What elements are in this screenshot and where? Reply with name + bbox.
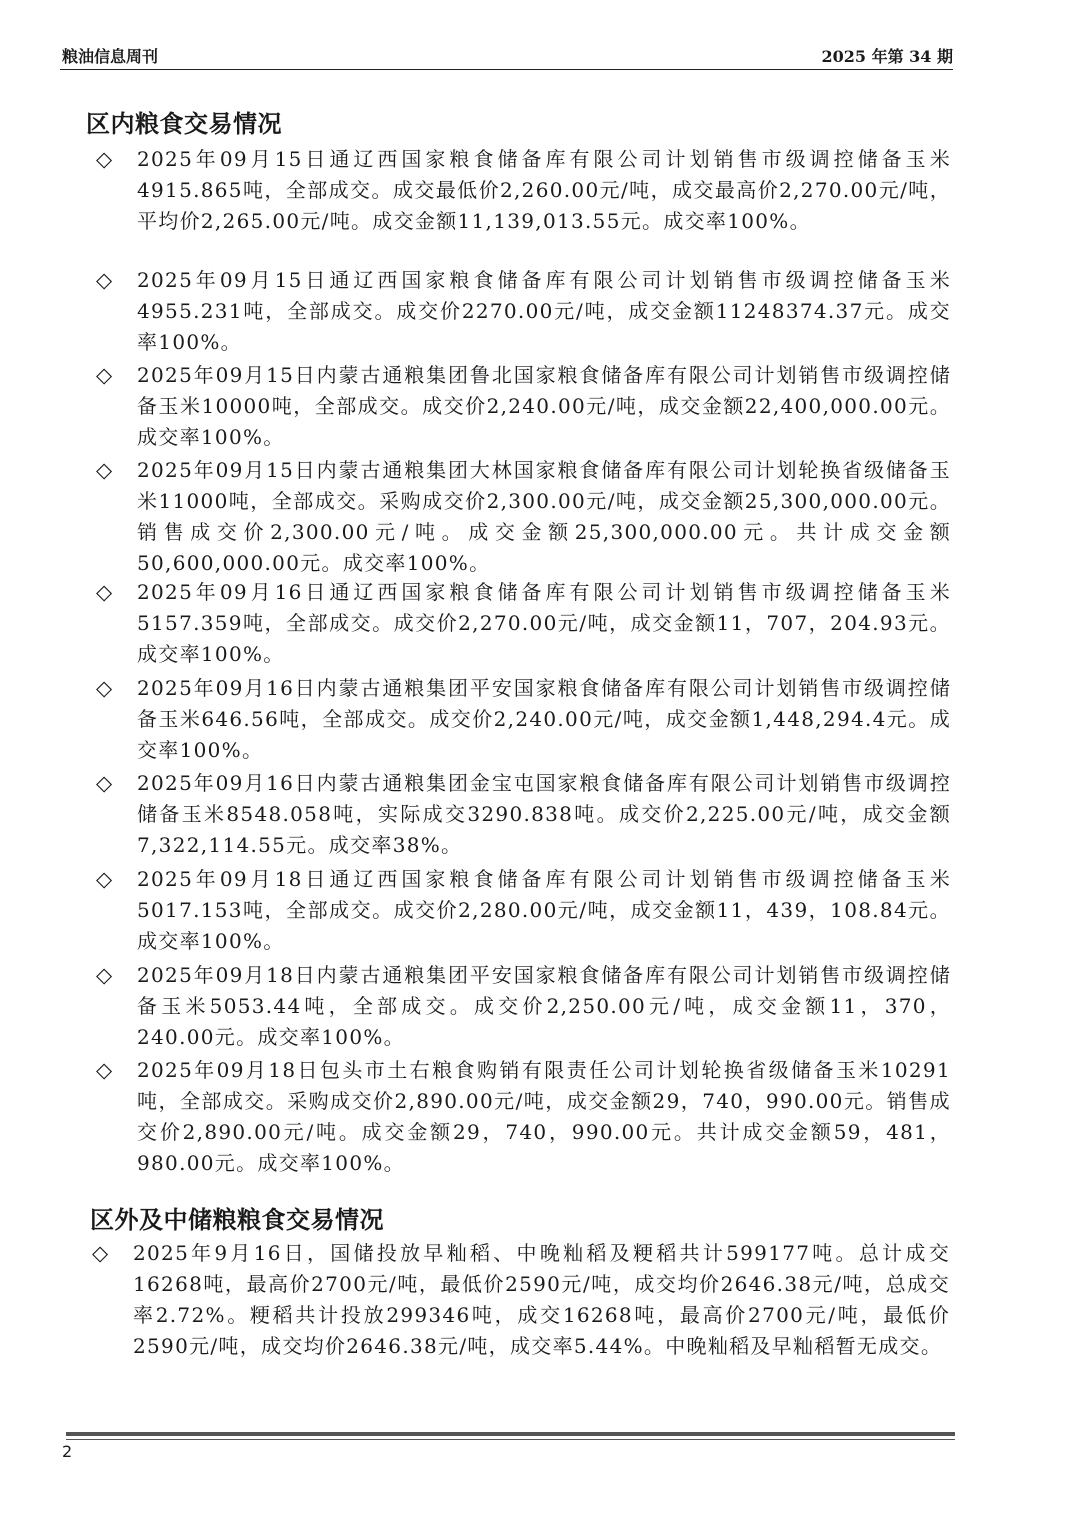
list-item: [96, 360, 951, 453]
diamond-bullet-icon: ◇: [96, 458, 113, 482]
list-item-text: 2025年09月15日通辽西国家粮食储备库有限公司计划销售市级调控储备玉米4955.231吨，全部成交。成交价2270.00元/吨，成交金额11248374.37元。成交率100%。: [137, 268, 951, 354]
list-item-text: 2025年09月18日包头市土右粮食购销有限责任公司计划轮换省级储备玉米10291吨，全部成交。采购成交价2,890.00元/吨，成交金额29，740，990.00元。销售成交价2,890.00元/吨。成交金额29，740，990.00元。共计成交金额59，481，980.00元。成交率100%。: [137, 1058, 951, 1175]
list-item: [92, 1238, 950, 1362]
list-item: [96, 455, 951, 579]
diamond-bullet-icon: ◇: [96, 580, 113, 604]
diamond-bullet-icon: ◇: [92, 1241, 109, 1265]
footer-divider-thin: [66, 1439, 955, 1440]
diamond-bullet-icon: ◇: [96, 268, 113, 292]
list-item: [96, 265, 951, 358]
section-title-external: 区外及中储粮粮食交易情况: [90, 1205, 384, 1234]
list-item-text: 2025年09月15日通辽西国家粮食储备库有限公司计划销售市级调控储备玉米4915.865吨，全部成交。成交最低价2,260.00元/吨，成交最高价2,270.00元/吨，平均价2,265.00元/吨。成交金额11,139,013.55元。成交率100%。: [137, 147, 951, 233]
diamond-bullet-icon: ◇: [96, 676, 113, 700]
list-item: [96, 144, 951, 237]
footer-divider-thick: [66, 1432, 955, 1436]
list-item-text: 2025年09月16日通辽西国家粮食储备库有限公司计划销售市级调控储备玉米5157.359吨，全部成交。成交价2,270.00元/吨，成交金额11，707，204.93元。成交率100%。: [137, 580, 951, 666]
list-item-text: 2025年09月18日通辽西国家粮食储备库有限公司计划销售市级调控储备玉米5017.153吨，全部成交。成交价2,280.00元/吨，成交金额11，439，108.84元。成交率100%。: [137, 867, 951, 953]
header-divider: [60, 69, 953, 70]
list-item-text: 2025年09月16日内蒙古通粮集团金宝屯国家粮食储备库有限公司计划销售市级调控储备玉米8548.058吨，实际成交3290.838吨。成交价2,225.00元/吨，成交金额7,322,114.55元。成交率38%。: [137, 771, 951, 857]
running-header: [60, 44, 953, 66]
publication-title: 粮油信息周刊: [62, 47, 159, 66]
list-item: [96, 768, 951, 861]
list-item-text: 2025年09月15日内蒙古通粮集团大林国家粮食储备库有限公司计划轮换省级储备玉米11000吨，全部成交。采购成交价2,300.00元/吨，成交金额25,300,000.00元。销售成交价2,300.00元/吨。成交金额25,300,000.00元。共计成交金额50,600,000.00元。成交率100%。: [137, 458, 951, 575]
list-item: [96, 960, 951, 1053]
diamond-bullet-icon: ◇: [96, 363, 113, 387]
issue-number: 2025 年第 34 期: [821, 47, 953, 66]
diamond-bullet-icon: ◇: [96, 771, 113, 795]
section-title-regional: 区内粮食交易情况: [86, 109, 282, 138]
list-item: [96, 864, 951, 957]
diamond-bullet-icon: ◇: [96, 963, 113, 987]
list-item-text: 2025年9月16日，国储投放早籼稻、中晚籼稻及粳稻共计599177吨。总计成交16268吨，最高价2700元/吨，最低价2590元/吨，成交均价2646.38元/吨，总成交率2.72%。粳稻共计投放299346吨，成交16268吨，最高价2700元/吨，最低价2590元/吨，成交均价2646.38元/吨，成交率5.44%。中晚籼稻及早籼稻暂无成交。: [133, 1241, 950, 1358]
list-item-text: 2025年09月18日内蒙古通粮集团平安国家粮食储备库有限公司计划销售市级调控储备玉米5053.44吨，全部成交。成交价2,250.00元/吨，成交金额11，370，240.00元。成交率100%。: [137, 963, 951, 1049]
list-item-text: 2025年09月15日内蒙古通粮集团鲁北国家粮食储备库有限公司计划销售市级调控储备玉米10000吨，全部成交。成交价2,240.00元/吨，成交金额22,400,000.00元。成交率100%。: [137, 363, 951, 449]
diamond-bullet-icon: ◇: [96, 1058, 113, 1082]
list-item: [96, 1055, 951, 1179]
page-number: 2: [62, 1442, 73, 1461]
list-item: [96, 673, 951, 766]
diamond-bullet-icon: ◇: [96, 147, 113, 171]
list-item-text: 2025年09月16日内蒙古通粮集团平安国家粮食储备库有限公司计划销售市级调控储备玉米646.56吨，全部成交。成交价2,240.00元/吨，成交金额1,448,294.4元。成交率100%。: [137, 676, 951, 762]
list-item: [96, 577, 951, 670]
diamond-bullet-icon: ◇: [96, 867, 113, 891]
